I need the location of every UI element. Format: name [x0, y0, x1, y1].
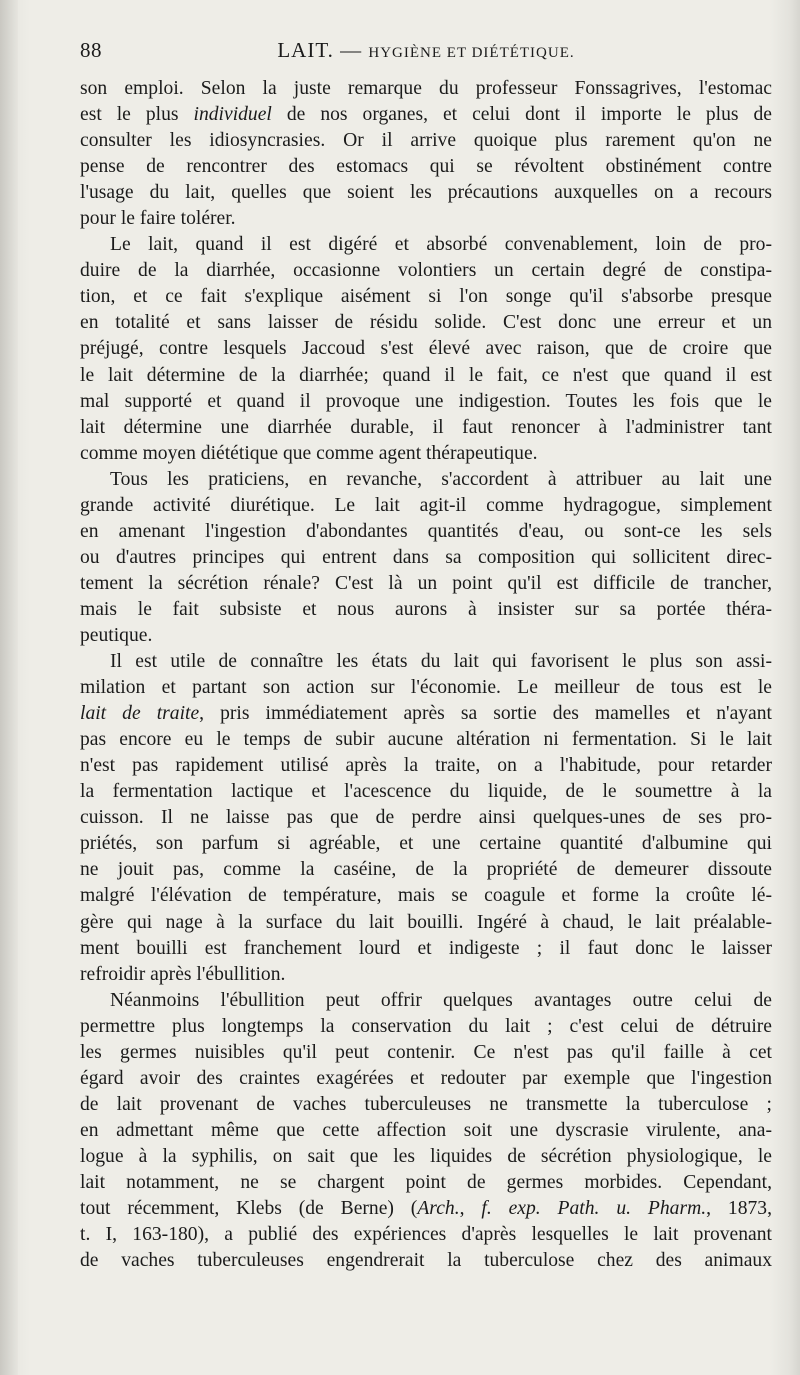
text-line: en admettant même que cette affection soit une dyscrasie virulente, ana-: [80, 1119, 772, 1141]
text-line: tion, et ce fait s'explique aisément si l'on songe qu'il s'absorbe presque: [80, 286, 772, 308]
text-line: ne jouit pas, comme la caséine, de la propriété de demeurer dissoute: [80, 859, 772, 881]
text-line: mais le fait subsiste et nous aurons à insister sur sa portée théra-: [80, 598, 772, 620]
text-line: de vaches tuberculeuses engendrerait la tuberculose chez des animaux: [80, 1250, 772, 1272]
text-line: refroidir après l'ébullition.: [80, 963, 286, 985]
text-line: peutique.: [80, 624, 153, 646]
text-line: Néanmoins l'ébullition peut offrir quelques avantages outre celui de: [110, 989, 772, 1011]
page-number: 88: [80, 38, 102, 62]
text-line: consulter les idiosyncrasies. Or il arrive quoique plus rarement qu'on ne: [80, 130, 772, 152]
text-line: de lait provenant de vaches tuberculeuses ne transmette la tuberculose ;: [80, 1093, 772, 1115]
text-line: comme moyen diététique que comme agent thérapeutique.: [80, 442, 538, 464]
text-line: permettre plus longtemps la conservation du lait ; c'est celui de détruire: [80, 1015, 772, 1037]
text-line: en totalité et sans laisser de résidu solide. C'est donc une erreur et un: [80, 312, 772, 334]
running-head: [80, 38, 772, 63]
text-line: n'est pas rapidement utilisé après la traite, on a l'habitude, pour retarder: [80, 755, 772, 777]
text-line: égard avoir des craintes exagérées et redouter par exemple que l'ingestion: [80, 1067, 772, 1089]
text-line: lait notamment, ne se chargent point de germes morbides. Cependant,: [80, 1171, 772, 1193]
running-head-main: LAIT. —: [277, 38, 363, 62]
text-line: Tous les praticiens, en revanche, s'accordent à attribuer au lait une: [110, 468, 772, 490]
text-line: ment bouilli est franchement lourd et indigeste ; il faut donc le laisser: [80, 937, 772, 959]
text-line: Il est utile de connaître les états du lait qui favorisent le plus son assi-: [110, 651, 772, 673]
text-line: est le plus individuel de nos organes, et celui dont il importe le plus de: [80, 104, 773, 126]
text-line: malgré l'élévation de température, mais se coagule et forme la croûte lé-: [80, 885, 772, 907]
text-line: gère qui nage à la surface du lait bouilli. Ingéré à chaud, le lait préalable-: [80, 911, 772, 933]
text-line: le lait détermine de la diarrhée; quand il le fait, ce n'est que quand il est: [80, 364, 772, 386]
text-line: mal supporté et quand il provoque une indigestion. Toutes les fois que le: [80, 390, 772, 412]
body-text: [80, 76, 772, 1274]
text-line: Le lait, quand il est digéré et absorbé convenablement, loin de pro-: [110, 234, 772, 256]
text-line: milation et partant son action sur l'économie. Le meilleur de tous est le: [80, 677, 772, 699]
text-line: priétés, son parfum si agréable, et une certaine quantité d'albumine qui: [80, 833, 772, 855]
text-line: pas encore eu le temps de subir aucune altération ni fermentation. Si le lait: [80, 729, 772, 751]
text-line: tement la sécrétion rénale? C'est là un point qu'il est difficile de trancher,: [80, 572, 772, 594]
text-line: tout récemment, Klebs (de Berne) (Arch., f. exp. Path. u. Pharm., 1873,: [80, 1198, 772, 1220]
text-line: pense de rencontrer des estomacs qui se révoltent obstinément contre: [80, 156, 772, 178]
text-line: grande activité diurétique. Le lait agit-il comme hydragogue, simplement: [80, 494, 772, 516]
text-line: préjugé, contre lesquels Jaccoud s'est élevé avec raison, que de croire que: [80, 338, 772, 360]
text-line: l'usage du lait, quelles que soient les précautions auxquelles on a recours: [80, 182, 772, 204]
text-line: les germes nuisibles qu'il peut contenir. Ce n'est pas qu'il faille à cet: [80, 1041, 772, 1063]
text-line: lait de traite, pris immédiatement après sa sortie des mamelles et n'ayant: [80, 703, 772, 725]
text-line: en amenant l'ingestion d'abondantes quantités d'eau, ou sont-ce les sels: [80, 520, 772, 542]
running-head-sub: HYGIÈNE ET DIÉTÉTIQUE.: [368, 45, 575, 61]
page-header: [80, 38, 772, 68]
text-line: t. I, 163-180), a publié des expériences d'après lesquelles le lait provenant: [80, 1224, 772, 1246]
text-line: la fermentation lactique et l'acescence du liquide, de le soumettre à la: [80, 781, 772, 803]
page-gutter-shadow: [0, 0, 18, 1375]
text-line: cuisson. Il ne laisse pas que de perdre ainsi quelques-unes de ses pro-: [80, 807, 772, 829]
text-line: lait détermine une diarrhée durable, il faut renoncer à l'administrer tant: [80, 416, 772, 438]
text-line: duire de la diarrhée, occasionne volontiers un certain degré de constipa-: [80, 260, 772, 282]
text-line: son emploi. Selon la juste remarque du professeur Fonssagrives, l'estomac: [80, 78, 772, 99]
text-line: ou d'autres principes qui entrent dans sa composition qui sollicitent direc-: [80, 546, 772, 568]
text-line: pour le faire tolérer.: [80, 208, 236, 230]
text-line: logue à la syphilis, on sait que les liquides de sécrétion physiologique, le: [80, 1145, 772, 1167]
